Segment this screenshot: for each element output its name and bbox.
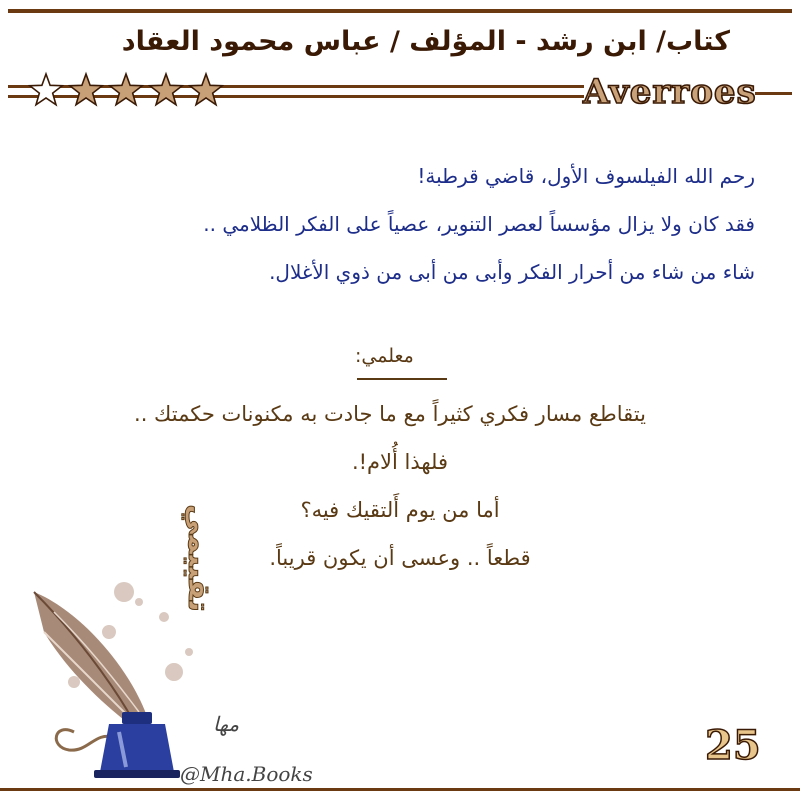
banner-word: Averroes	[583, 72, 757, 112]
verse-block	[0, 390, 800, 582]
rating-star-icon	[190, 74, 222, 105]
intro-line: رحم الله الفيلسوف الأول، قاضي قرطبة!	[417, 164, 755, 188]
social-handle: @Mha.Books	[180, 762, 313, 786]
quill-inkpot-logo	[14, 504, 224, 792]
inkpot-icon	[94, 712, 180, 778]
rating-star-icon	[70, 74, 102, 105]
address-heading: معلمي:	[355, 345, 414, 367]
verse-line: فلهذا أُلام!.	[351, 450, 449, 474]
rating-star-icon	[110, 74, 142, 105]
page-number: 25	[705, 722, 761, 769]
intro-line: شاء من شاء من أحرار الفكر وأبى من أبى من ذوي الأغلال.	[269, 260, 755, 284]
signature: مها	[213, 712, 240, 736]
rating-star-icon	[30, 74, 62, 105]
logo-text: تقييمي	[181, 504, 216, 612]
verse-line: يتقاطع مسار فكري كثيراً مع ما جادت به مكنونات حكمتك ..	[134, 402, 646, 426]
book-title: كتاب/ ابن رشد - المؤلف / عباس محمود العقاد	[121, 26, 730, 57]
bottom-border-rule	[0, 788, 800, 791]
intro-line: فقد كان ولا يزال مؤسساً لعصر التنوير، عصياً على الفكر الظلامي ..	[203, 212, 755, 236]
address-underline	[357, 378, 447, 380]
intro-paragraph	[55, 152, 755, 296]
verse-line: أما من يوم أَلتقيك فيه؟	[300, 498, 500, 522]
top-border-rule	[8, 9, 792, 13]
banner-rule-right	[755, 92, 792, 95]
rating-stars	[28, 73, 228, 109]
verse-line: قطعاً .. وعسى أن يكون قريباً.	[269, 546, 531, 570]
rating-star-icon	[150, 74, 182, 105]
